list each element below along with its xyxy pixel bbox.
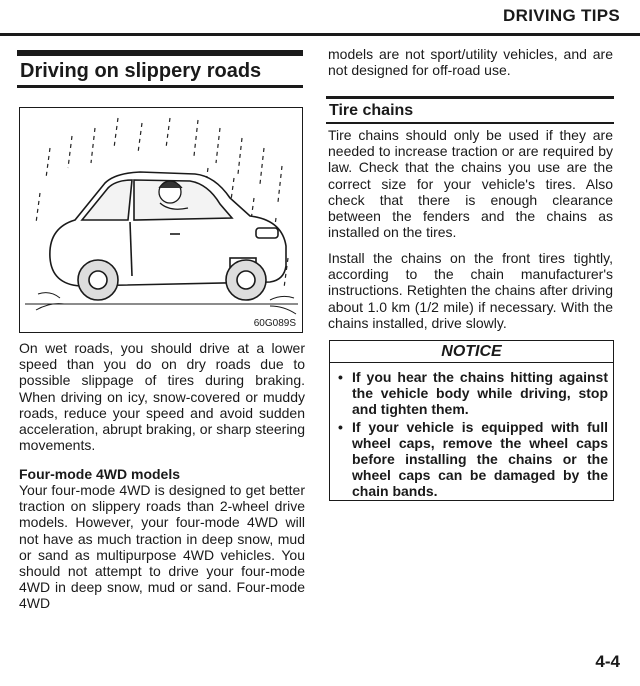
tire-chains-heading: Tire chains — [329, 102, 414, 119]
section-title: Driving on slippery roads — [20, 60, 262, 82]
notice-item — [338, 419, 608, 500]
figure-box — [19, 107, 303, 333]
notice-item-text: If your vehicle is equipped with full wheel caps, remove the wheel caps before installing the chains or the wheel caps can be damaged by the chain bands. — [352, 418, 608, 500]
bullet-icon: • — [338, 369, 343, 385]
intro-paragraph: On wet roads, you should drive at a lower speed than you do on dry roads due to possible slippage of tires during braking. When driving on icy, snow-covered or muddy roads, reduce your speed and avoid sudden acceleration, abrupt braking, or sharp steering movements. — [19, 340, 305, 454]
car-in-rain-illustration — [20, 108, 302, 332]
notice-list — [338, 369, 608, 501]
page-number: 4-4 — [595, 652, 620, 671]
figure-code: 60G089S — [253, 318, 296, 329]
tire-chains-paragraph-2: Install the chains on the front tires tightly, according to the chain manufacturer's instructions. Retighten the chains after driving about 1.0 km (1/2 mile) if necessary. With the chains installed, drive slowly. — [328, 250, 613, 331]
page-header — [0, 0, 640, 36]
section-title-box — [17, 50, 303, 88]
four-mode-heading: Four-mode 4WD models — [19, 466, 181, 482]
notice-item — [338, 369, 608, 418]
four-mode-paragraph: Your four-mode 4WD is designed to get better traction on slippery roads than 2-wheel drive models. However, your four-mode 4WD will not have as much traction in deep snow, mud or sand as multipurpose 4WD vehicles. You should not attempt to drive your four-mode 4WD in deep snow, mud or sand. Four-mode 4WD — [19, 482, 305, 612]
notice-item-text: If you hear the chains hitting against the vehicle body while driving, stop and tighten them. — [352, 369, 608, 418]
tire-chains-heading-box — [326, 96, 614, 124]
notice-box — [329, 340, 614, 501]
bullet-icon: • — [338, 418, 343, 435]
tire-chains-paragraph-1: Tire chains should only be used if they are needed to increase traction or are required by law. Check that the chains you use are the correct size for your vehicle's tires. Also check that there is enough clearance between the fenders and the chains as installed on the tires. — [328, 127, 613, 241]
notice-title: NOTICE — [330, 341, 613, 363]
continuation-paragraph: models are not sport/utility vehicles, and are not designed for off-road use. — [328, 46, 613, 79]
header-title: DRIVING TIPS — [503, 6, 620, 25]
